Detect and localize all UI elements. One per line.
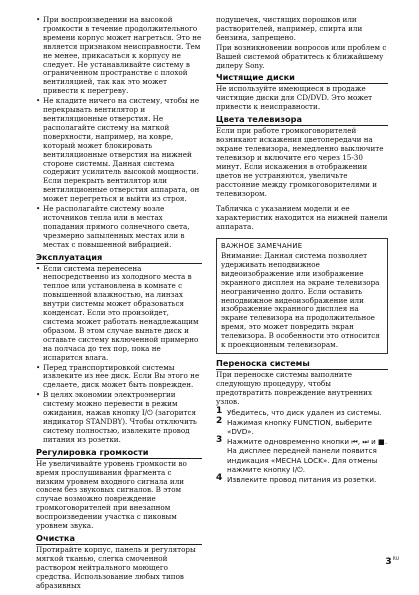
discs-heading: Чистящие диски — [216, 72, 388, 84]
cleaning-heading: Очистка — [36, 533, 202, 545]
right-column — [216, 16, 388, 485]
step-text: Извлеките провод питания из розетки. — [227, 475, 377, 485]
list-item: • При воспроизведении на высокой громкости в течение продолжительного времени корпус может нагреться. Это не является признаком неисправности. Тем не менее, прикасаться к корпусу не следует. Не устанавливайте систему в ограниченном пространстве с плохой вентиляцией, так как это может привести к перегреву. — [36, 15, 202, 96]
step-item — [216, 405, 388, 417]
step-item — [216, 475, 388, 484]
step-text: Нажимая кнопку FUNCTION, выберите «DVD». — [227, 417, 372, 437]
cleaning-contact: При возникновении вопросов или проблем с Вашей системой обратитесь к ближайшему дилеру Sony. — [216, 42, 387, 70]
list-item: • Не кладите ничего на систему, чтобы не перекрывать вентилятор и вентиляционные отверстия. Не располагайте систему на мягкой поверхности, например, на ковре, который может блокировать вентиляционные отверстия на нижней стороне системы. Данная система содержит усилитель высокой мощности. Если перекрыть вентилятор или вентиляционные отверстия аппарата, он может перегреться и выйти из строя. — [36, 96, 200, 204]
step-number: 2 — [216, 415, 223, 426]
moving-intro: При переноске системы выполните следующую процедуру, чтобы предотвратить повреждение внутренних узлов. — [216, 370, 372, 406]
note-title: ВАЖНОЕ ЗАМЕЧАНИЕ — [221, 242, 303, 251]
page-lang: RU — [392, 557, 399, 562]
note-text: Внимание: Данная система позволяет удерживать неподвижное видеоизображение или изображение экранного дисплея на экране телевизора неограниченно долго. Если оставить неподвижное видеоизображение или изображение экранного дисплея на экране телевизора на продолжительное время, это может повредить экран телевизора. В особенности это относится к проекционным телевизорам. — [221, 251, 380, 350]
list-item: • Перед транспортировкой системы извлеките из нее диск. Если Вы этого не сделаете, диск может быть поврежден. — [36, 362, 200, 390]
step-number: 1 — [216, 405, 223, 416]
plate-text: Табличка с указанием модели и ее характеристик находится на нижней панели аппарата. — [216, 204, 388, 232]
step-number: 4 — [216, 473, 223, 484]
list-item: • Если система перенесена непосредственно из холодного места в теплое или установлена в комнате с повышенной влажностью, на линзах внутри системы может образоваться конденсат. Если это произойдет, система может работать ненадлежащим образом. В этом случае выньте диск и оставьте систему включенной примерно на полчаса до тех пор, пока не испарится влага. — [36, 263, 199, 362]
list-item: • Не располагайте систему возле источников тепла или в местах попадания прямого солнечного света, чрезмерно запыленных местах или в местах с повышенной вибрацией. — [36, 204, 190, 249]
discs-text: Не используйте имеющиеся в продаже чистящие диски для CD/DVD. Это может привести к неисправности. — [216, 84, 373, 112]
left-column — [36, 16, 202, 591]
step-item — [216, 415, 388, 437]
step-number: 3 — [216, 435, 223, 446]
page-number: $3^{RU}$ — [385, 557, 399, 567]
moving-heading: Переноска системы — [216, 358, 388, 370]
step-item — [216, 437, 388, 474]
step-text: Убедитесь, что диск удален из системы. — [227, 407, 382, 417]
cleaning-continued: подушечек, чистящих порошков или растворителей, например, спирта или бензина, запрещено. — [216, 15, 363, 42]
volume-text: Не увеличивайте уровень громкости во время прослушивания фрагмента с низким уровнем входного сигнала или совсем без звуковых сигналов. В этом случае возможно повреждение громкоговорителей при внезапном воспроизведении участка с пиковым уровнем звука. — [36, 458, 187, 531]
step-subtext: На дисплее передней панели появится индикация «MECHA LOCK». Для отмены нажмите кнопку I/⏻. — [227, 446, 378, 474]
tv-heading: Цвета телевизора — [216, 114, 388, 126]
volume-heading: Регулировка громкости — [36, 447, 202, 459]
tv-text: Если при работе громкоговорителей возникают искажения цветопередачи на экране телевизора, немедленно выключите телевизор и включите его через 15-30 минут. Если искажения в отображении цветов не устраняются, увеличьте расстояние между громкоговорителями и телевизором. — [216, 126, 384, 198]
list-item: • В целях экономии электроэнергии систему можно перевести в режим ожидания, нажав кнопку I/⏻ (загорится индикатор STANDBY). Чтобы отключить систему полностью, извлеките провод питания из розетки. — [36, 390, 197, 444]
operation-heading: Эксплуатация — [36, 252, 202, 264]
important-note — [216, 238, 388, 354]
cleaning-text: Протирайте корпус, панель и регуляторы мягкой тканью, слегка смоченной раствором нейтрального моющего средства. Использование любых типов абразивных — [36, 544, 196, 590]
step-text: Нажмите одновременно кнопки ⏮, ⏭ и ■. — [227, 437, 388, 447]
